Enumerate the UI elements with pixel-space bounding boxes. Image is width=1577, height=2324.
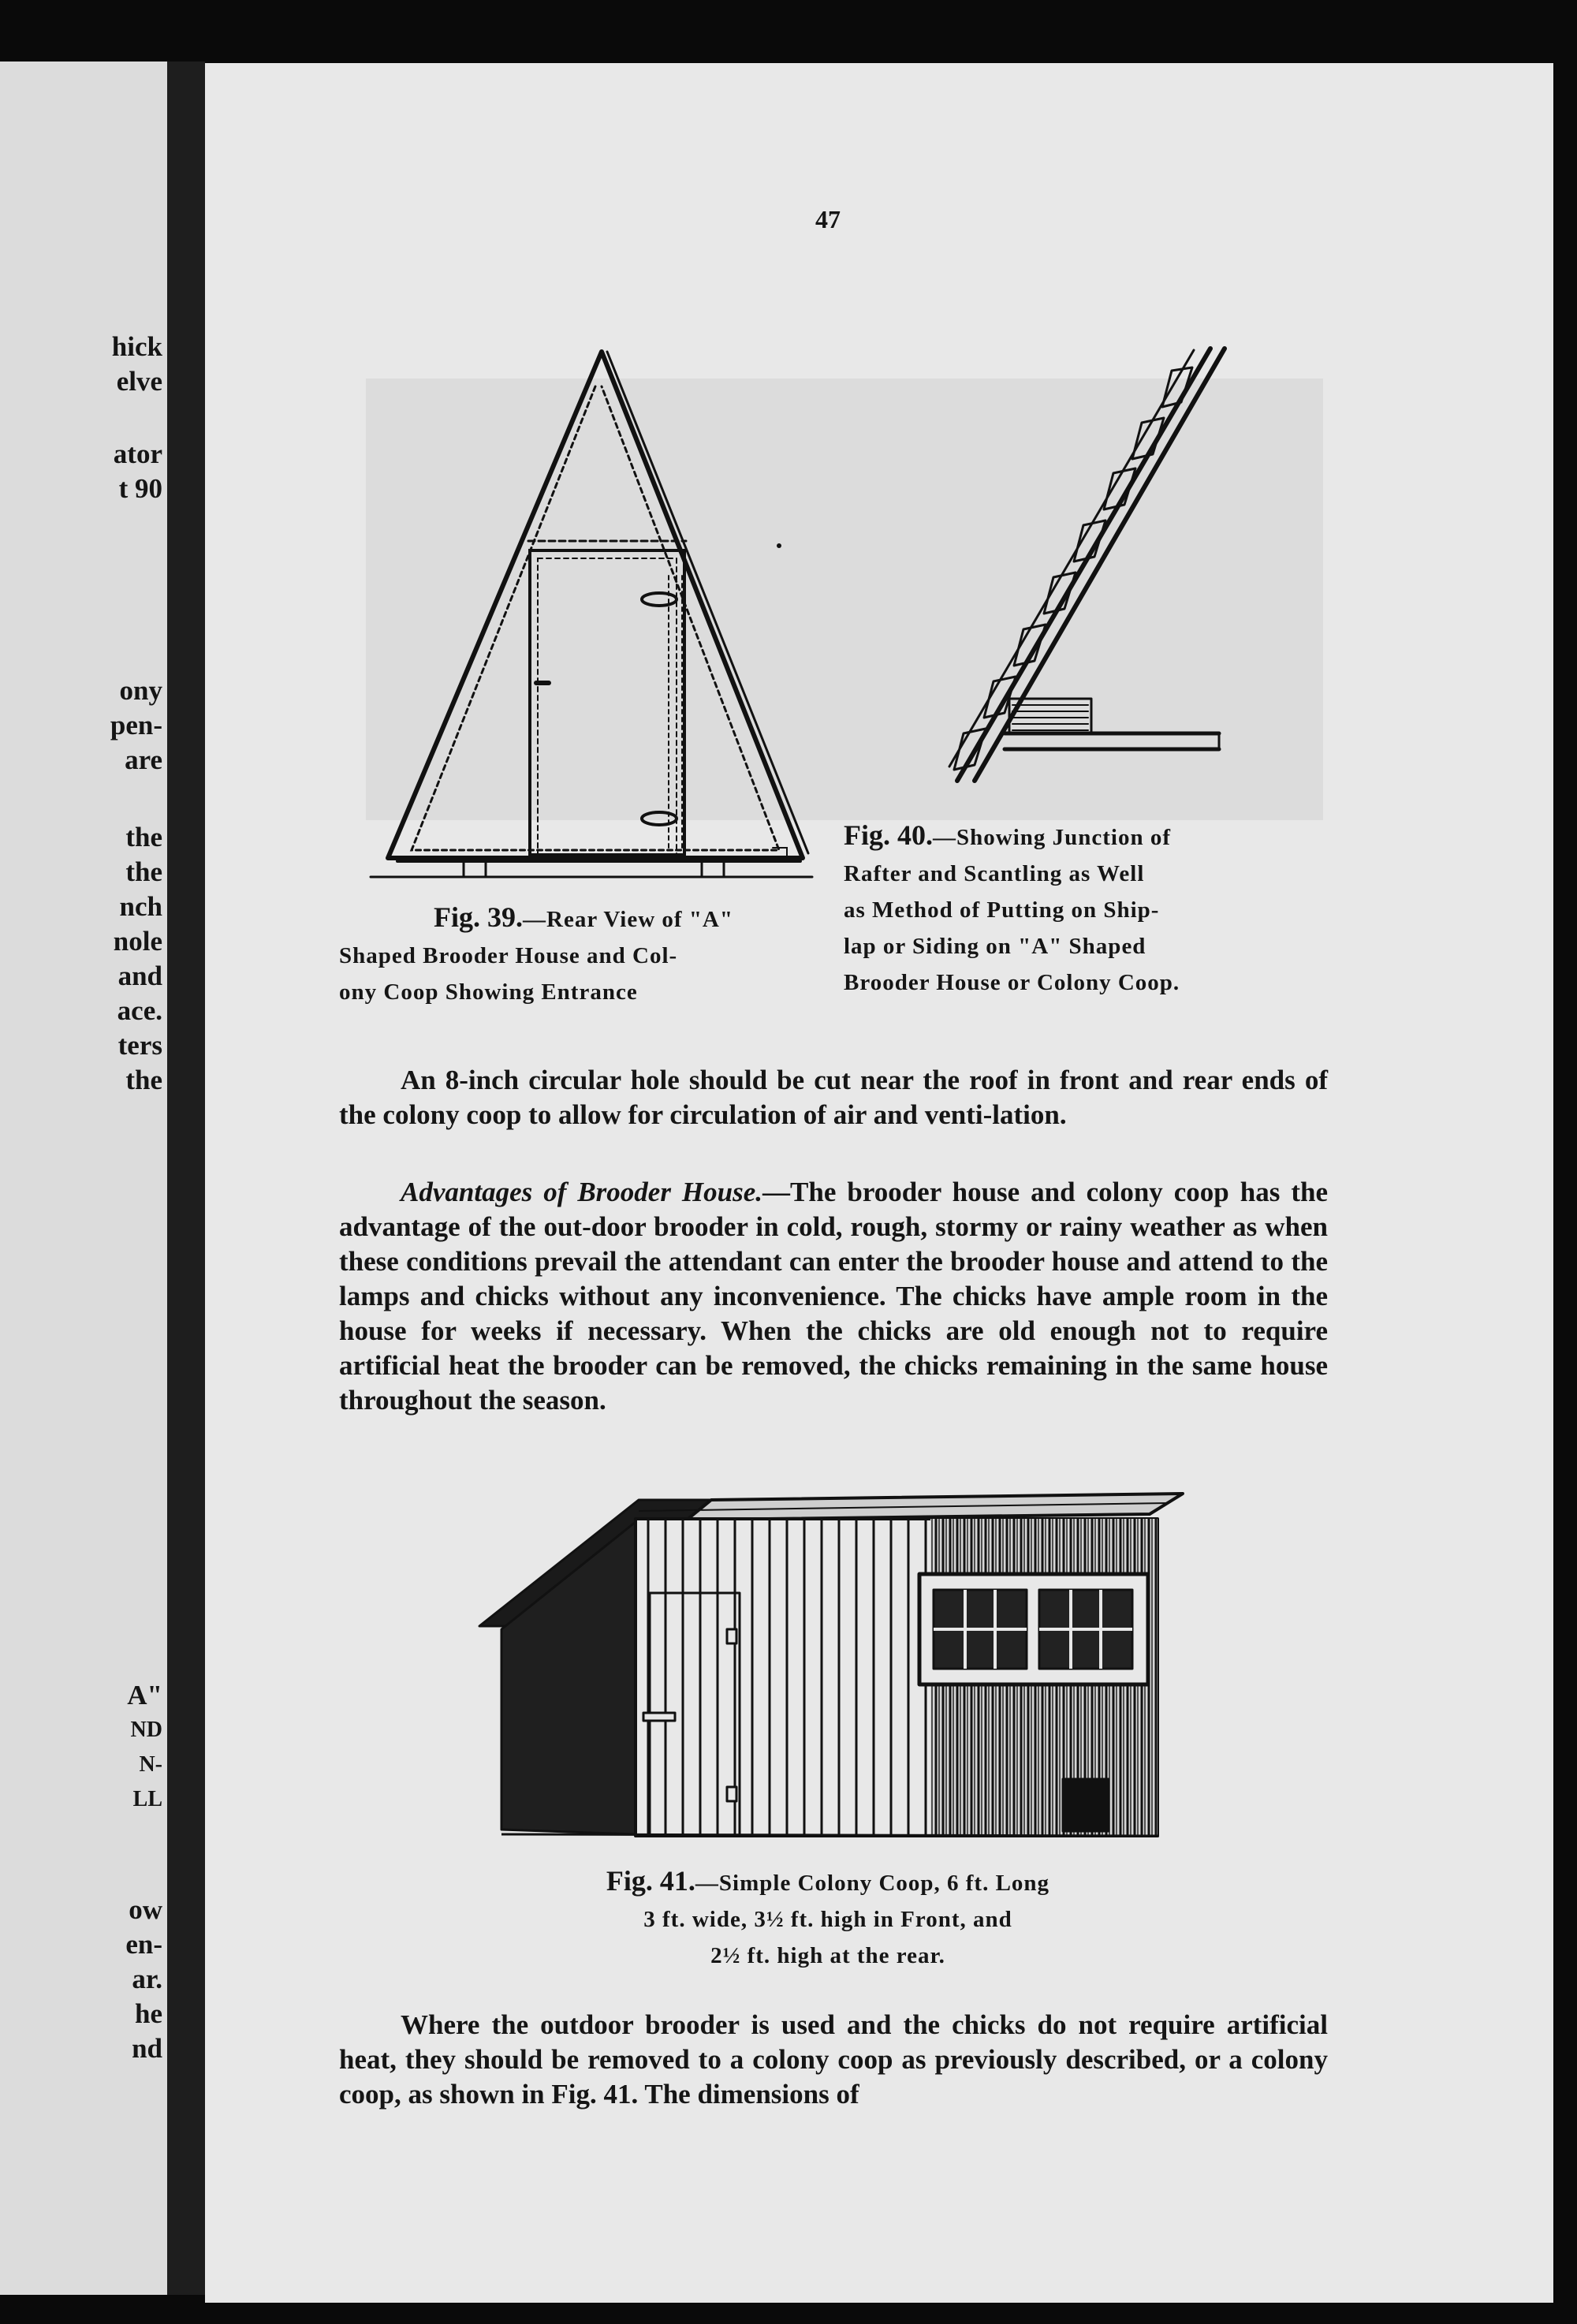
paragraph-ventilation xyxy=(339,1063,1328,1132)
fig39-caption-line: ony Coop Showing Entrance xyxy=(339,979,638,1005)
left-fragment: A" xyxy=(127,1680,162,1710)
left-fragment: are xyxy=(125,744,162,775)
fig41-colony-coop-illustration xyxy=(473,1483,1191,1845)
left-fragment: ters xyxy=(117,1030,162,1061)
fig40-caption-line: Rafter and Scantling as Well xyxy=(844,861,1145,886)
left-fragment: LL xyxy=(132,1787,162,1811)
left-fragment: nd xyxy=(132,2033,162,2064)
left-fragment: the xyxy=(125,1065,162,1095)
left-fragment: nole xyxy=(113,926,162,957)
left-fragment: ator xyxy=(113,438,162,469)
paragraph-text: —The brooder house and colony coop has the advantage of the out-door brooder in cold, rough, stormy or rainy weather as when these conditions prevail the attendant can enter the brooder house and attend to the lamps and chicks without any inconvenience. The chicks have ample room in the house for weeks if necessary. When the chicks are old enough not to require artificial heat the brooder can be removed, the chicks remaining in the same house throughout the season. xyxy=(339,1177,1328,1416)
left-page-edge xyxy=(0,62,167,2295)
fig40-rafter-illustration xyxy=(938,339,1238,796)
left-fragment: pen- xyxy=(110,710,162,740)
paragraph-text: Where the outdoor brooder is used and the chicks do not require artificial heat, they should be removed to a colony coop as previously described, or a colony coop, as shown in Fig. 41. The dimensions of xyxy=(339,2009,1328,2110)
fig40-caption-line: —Showing Junction of xyxy=(933,825,1172,850)
left-fragment: t 90 xyxy=(118,473,162,504)
fig40-caption-line: lap or Siding on "A" Shaped xyxy=(844,934,1146,959)
left-fragment: en- xyxy=(125,1929,162,1960)
left-fragment: hick xyxy=(111,331,162,362)
left-fragment: ND xyxy=(130,1718,162,1742)
fig40-caption-line: Brooder House or Colony Coop. xyxy=(844,970,1180,995)
fig39-caption-line: —Rear View of "A" xyxy=(523,907,733,932)
left-fragment: he xyxy=(135,1998,162,2029)
left-fragment: ar. xyxy=(132,1964,162,1994)
fig41-caption-line: 3 ft. wide, 3½ ft. high in Front, and xyxy=(643,1907,1012,1932)
fig41-caption-line: —Simple Colony Coop, 6 ft. Long xyxy=(695,1871,1050,1896)
left-fragment: the xyxy=(125,822,162,852)
fig40-label: Fig. 40. xyxy=(844,819,933,851)
fig40-caption-line: as Method of Putting on Ship- xyxy=(844,897,1160,923)
paragraph-text: An 8-inch circular hole should be cut near the roof in front and rear ends of the colony coop to allow for circulation of air and venti-lation. xyxy=(339,1065,1328,1130)
section-heading: Advantages of Brooder House. xyxy=(401,1177,763,1207)
fig39-label: Fig. 39. xyxy=(434,901,524,933)
left-fragment: nch xyxy=(119,891,162,922)
fig39-caption-line: Shaped Brooder House and Col- xyxy=(339,943,678,968)
fig39-a-frame-illustration xyxy=(371,339,828,891)
fig40-caption xyxy=(844,817,1333,1001)
paragraph-outdoor-brooder xyxy=(339,2008,1328,2112)
book-spine-shadow xyxy=(167,62,205,2295)
fig41-caption-line: 2½ ft. high at the rear. xyxy=(710,1943,945,1968)
left-fragment: N- xyxy=(139,1752,162,1777)
left-fragment: ace. xyxy=(117,995,162,1026)
page-number: 47 xyxy=(815,205,841,233)
left-fragment: and xyxy=(117,961,162,991)
left-fragment: the xyxy=(125,856,162,887)
fig41-caption xyxy=(473,1863,1183,1974)
fig41-label: Fig. 41. xyxy=(606,1865,695,1897)
left-fragment: ow xyxy=(129,1894,162,1925)
left-fragment: ony xyxy=(119,675,162,706)
left-fragment: elve xyxy=(116,366,162,397)
fig39-caption xyxy=(339,899,828,1010)
paragraph-advantages xyxy=(339,1175,1328,1418)
